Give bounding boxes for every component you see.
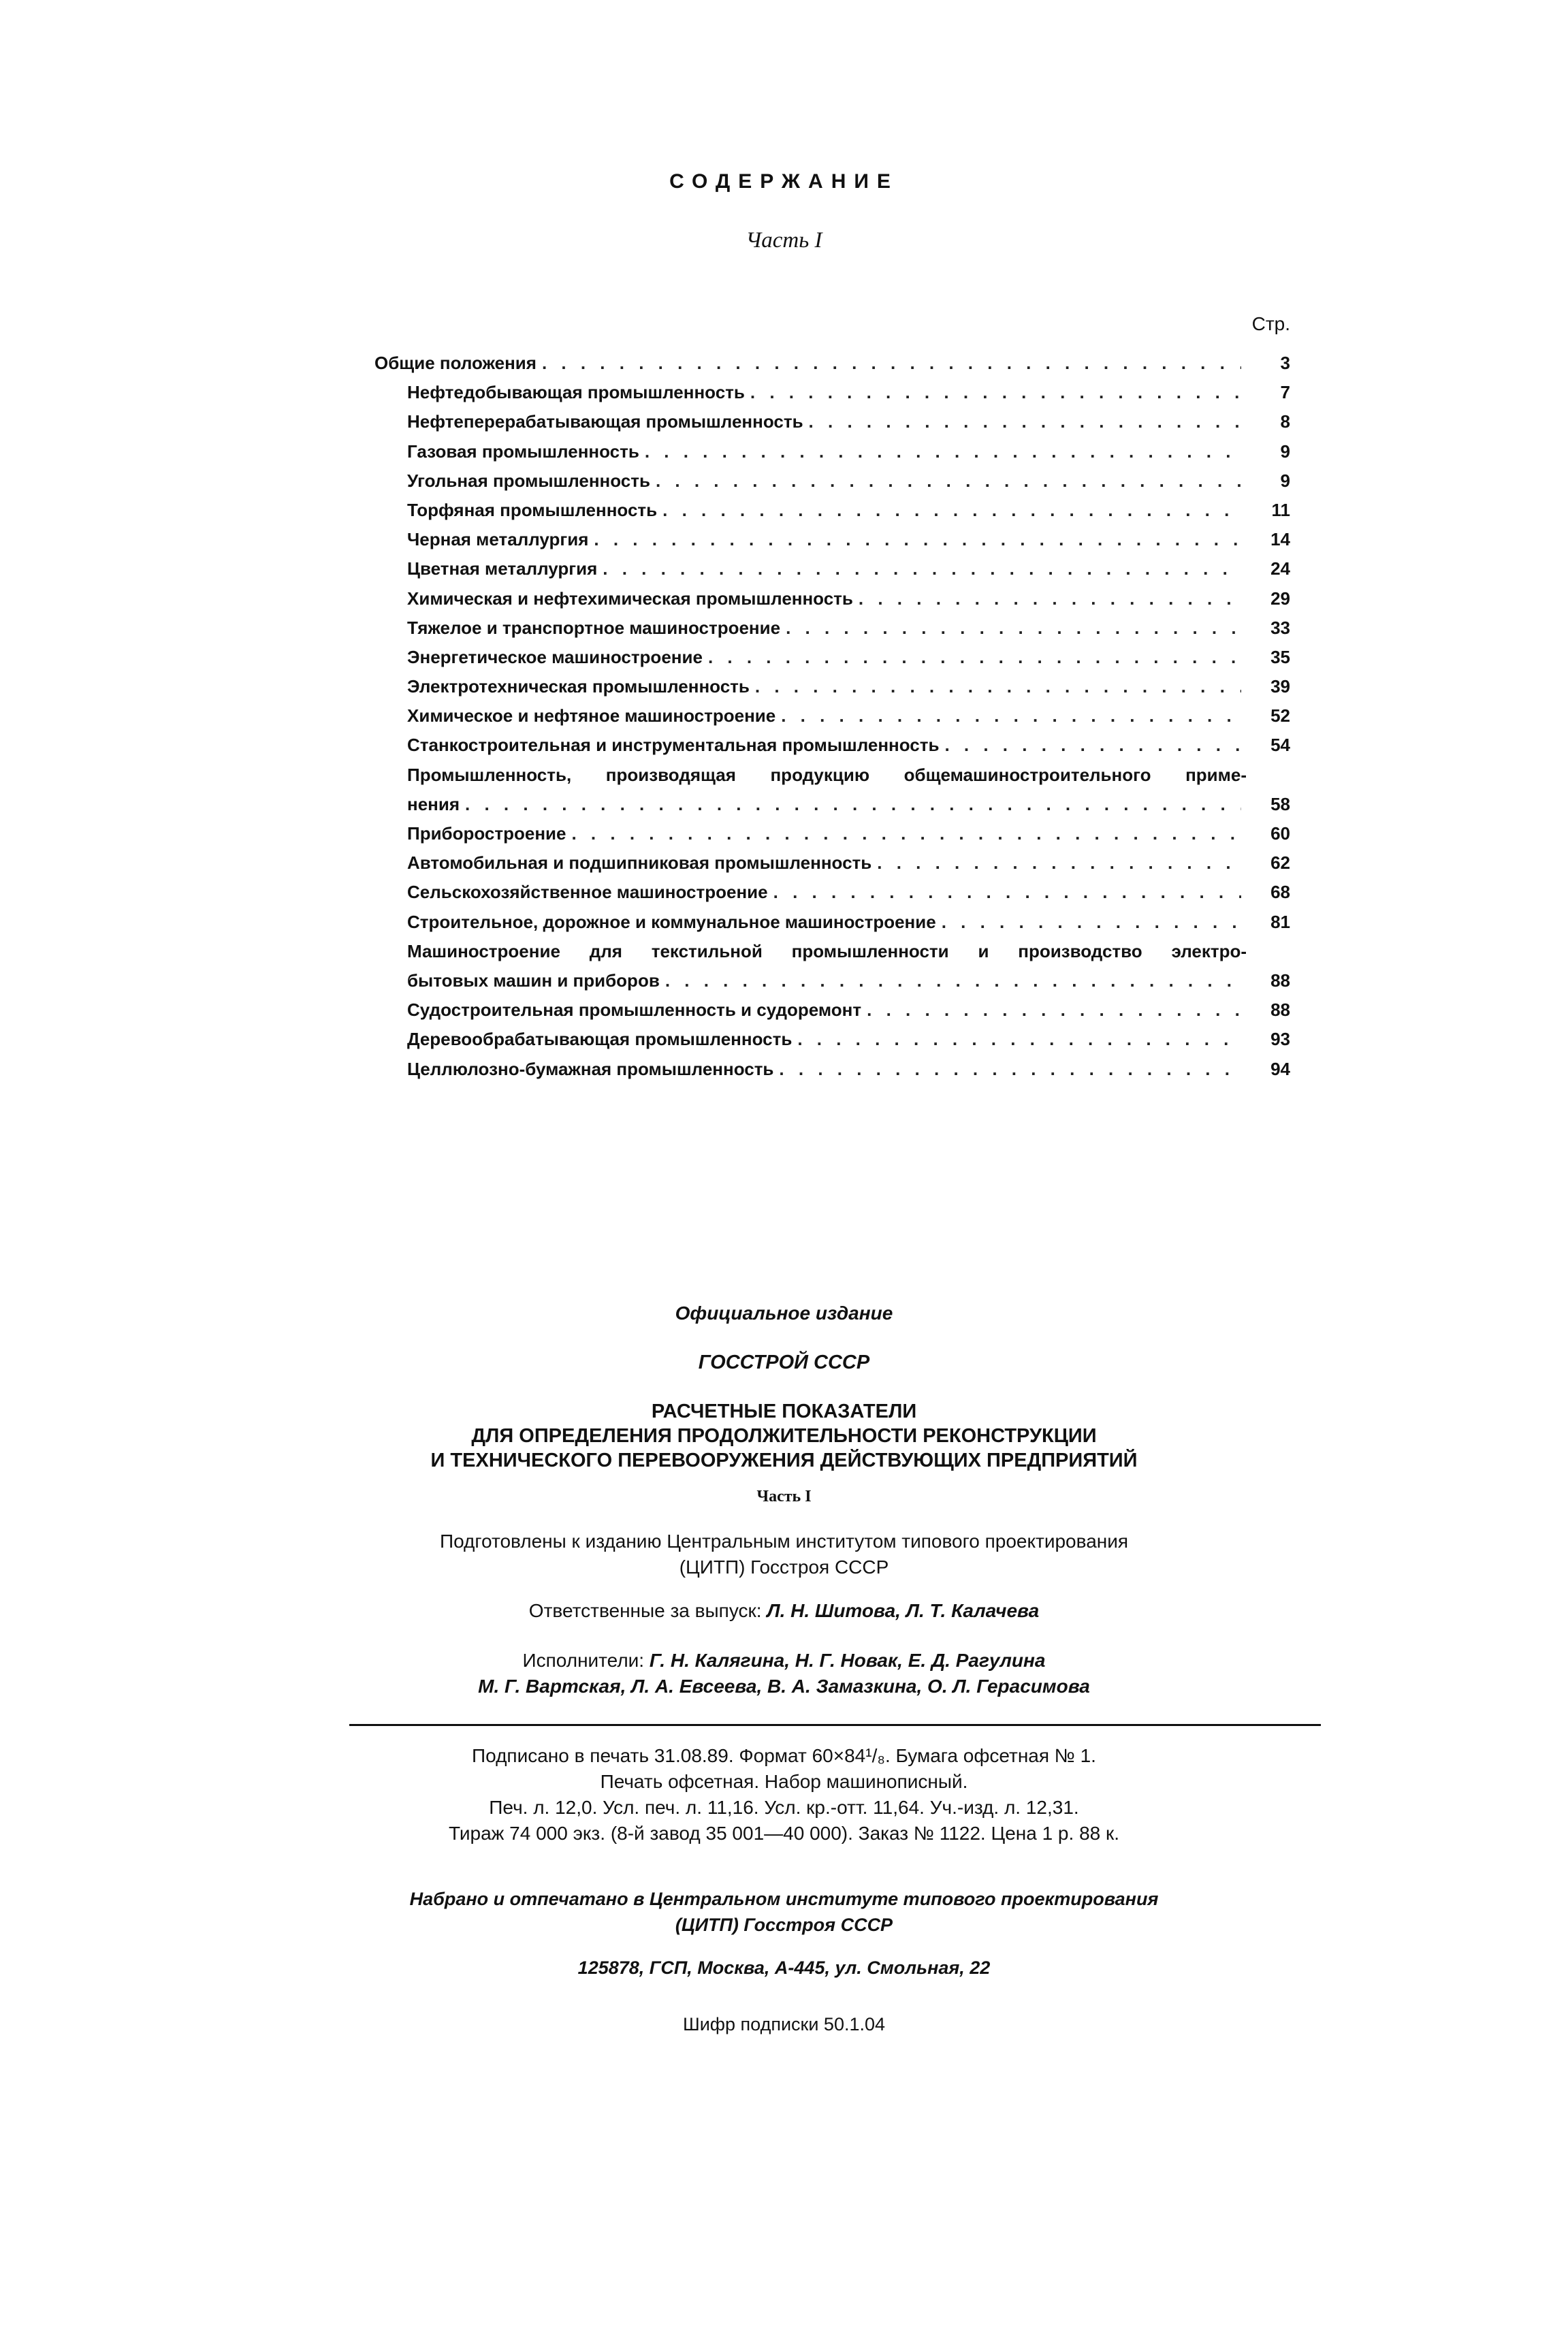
toc-entry[interactable]	[374, 995, 1290, 1025]
toc-entry-title: Химическое и нефтяное машиностроение	[407, 705, 776, 726]
toc-entry[interactable]	[374, 496, 1290, 525]
print-details-line: Подписано в печать 31.08.89. Формат 60×84¹/₈. Бумага офсетная № 1.	[472, 1745, 1096, 1766]
typeset-line: (ЦИТП) Госстроя СССР	[675, 1915, 893, 1935]
toc-entry-page: 60	[1270, 823, 1290, 844]
document-title-line: РАСЧЕТНЫЕ ПОКАЗАТЕЛИ	[651, 1401, 917, 1422]
toc-entry-title-line1: Промышленность, производящая продукцию общемашиностроительного приме-	[407, 764, 1247, 785]
toc-entry-title: бытовых машин и приборов	[407, 970, 660, 991]
toc-entry-title: нения	[407, 793, 460, 814]
typeset-line: Набрано и отпечатано в Центральном институте типового проектирования	[409, 1889, 1159, 1909]
toc-entry-title: Судостроительная промышленность и судоремонт	[407, 1000, 862, 1021]
toc-entry[interactable]	[374, 466, 1290, 496]
toc-entry-page: 88	[1270, 970, 1290, 991]
toc-entry[interactable]	[374, 701, 1290, 731]
toc-entry-page: 54	[1270, 735, 1290, 756]
toc-entry[interactable]	[374, 525, 1290, 554]
toc-entry-title: Автомобильная и подшипниковая промышленность	[407, 852, 872, 874]
toc-entry[interactable]	[374, 407, 1290, 436]
toc-leader-dots	[594, 525, 1241, 554]
toc-entry-title: Тяжелое и транспортное машиностроение	[407, 617, 781, 638]
toc-leader-dots	[779, 1055, 1241, 1084]
toc-entry[interactable]	[374, 966, 1290, 995]
prepared-by-line: (ЦИТП) Госстроя СССР	[679, 1556, 889, 1578]
executors-names-line2: М. Г. Вартская, Л. А. Евсеева, В. А. Замазкина, О. Л. Герасимова	[478, 1676, 1090, 1697]
toc-entry[interactable]	[374, 848, 1290, 878]
toc-entry-page: 3	[1280, 353, 1290, 373]
toc-entry-title: Торфяная промышленность	[407, 499, 658, 520]
toc-leader-dots	[773, 878, 1241, 907]
toc-entry-page: 81	[1270, 911, 1290, 932]
toc-entry-page: 29	[1270, 588, 1290, 609]
toc-entry-title: Нефтеперерабатывающая промышленность	[407, 411, 803, 432]
toc-entry-page: 35	[1270, 646, 1290, 667]
toc-leader-dots	[755, 672, 1241, 701]
toc-entry-title: Электротехническая промышленность	[407, 676, 750, 697]
toc-entry-page: 11	[1271, 499, 1290, 520]
toc-entry-title: Деревообрабатывающая промышленность	[407, 1029, 793, 1050]
responsible-names: Л. Н. Шитова, Л. Т. Калачева	[767, 1600, 1040, 1621]
official-edition-label: Официальное издание	[675, 1303, 893, 1324]
toc-entry[interactable]	[374, 613, 1290, 643]
toc-entry[interactable]	[374, 643, 1290, 672]
toc-entry-page: 62	[1270, 852, 1290, 874]
toc-entry-page: 9	[1280, 441, 1290, 462]
page-column-label: Стр.	[1251, 313, 1290, 334]
toc-entry-page: 8	[1280, 411, 1290, 432]
toc-leader-dots	[809, 407, 1241, 436]
toc-entry-title: Черная металлургия	[407, 529, 589, 550]
toc-leader-dots	[797, 1025, 1241, 1054]
toc-entry-page: 39	[1270, 676, 1290, 697]
toc-entry-page: 14	[1270, 529, 1290, 550]
toc-leader-dots	[750, 378, 1241, 407]
toc-entry-title: Сельскохозяйственное машиностроение	[407, 882, 768, 903]
toc-leader-dots	[867, 995, 1241, 1025]
toc-entry[interactable]	[374, 672, 1290, 701]
prepared-by	[0, 1529, 1568, 1580]
toc-entry-title: Цветная металлургия	[407, 558, 598, 579]
toc-leader-dots	[656, 466, 1241, 496]
toc-leader-dots	[781, 701, 1241, 731]
part-label: Часть I	[746, 228, 822, 253]
subscription-code: Шифр подписки 50.1.04	[682, 2014, 886, 2034]
responsible-label: Ответственные за выпуск:	[528, 1600, 762, 1621]
toc-entry-title: Угольная промышленность	[407, 470, 650, 491]
document-title-line: И ТЕХНИЧЕСКОГО ПЕРЕВООРУЖЕНИЯ ДЕЙСТВУЮЩИХ ПРЕДПРИЯТИЙ	[430, 1450, 1138, 1471]
responsible-editors	[0, 1600, 1568, 1622]
toc-entry-page: 24	[1270, 558, 1290, 579]
toc-leader-dots	[571, 819, 1241, 848]
toc-entry-page: 68	[1270, 882, 1290, 903]
print-details	[0, 1743, 1568, 1847]
typeset-info	[0, 1886, 1568, 1938]
toc-entry[interactable]	[374, 731, 1290, 760]
document-part: Часть I	[756, 1488, 812, 1505]
prepared-by-line: Подготовлены к изданию Центральным институтом типового проектирования	[439, 1531, 1129, 1552]
toc-entry-title: Общие положения	[374, 353, 537, 373]
print-details-line: Тираж 74 000 экз. (8-й завод 35 001—40 000). Заказ № 1122. Цена 1 р. 88 к.	[448, 1823, 1120, 1844]
executors-names-line1: Г. Н. Калягина, Н. Г. Новак, Е. Д. Рагулина	[649, 1650, 1046, 1671]
toc-entry-title: Строительное, дорожное и коммунальное машиностроение	[407, 911, 936, 932]
toc-leader-dots	[665, 966, 1241, 995]
toc-leader-dots	[944, 731, 1241, 760]
toc-list	[374, 349, 1290, 1084]
toc-entry-page: 58	[1270, 793, 1290, 814]
toc-entry[interactable]	[374, 819, 1290, 848]
toc-entry[interactable]	[374, 349, 1290, 378]
toc-entry-title: Целлюлозно-бумажная промышленность	[407, 1058, 774, 1079]
toc-leader-dots	[645, 437, 1241, 466]
toc-leader-dots	[877, 848, 1241, 878]
toc-leader-dots	[859, 584, 1241, 613]
print-details-line: Печ. л. 12,0. Усл. печ. л. 11,16. Усл. кр.-отт. 11,64. Уч.-изд. л. 12,31.	[489, 1797, 1079, 1818]
divider-rule	[349, 1724, 1321, 1726]
toc-leader-dots	[942, 908, 1241, 937]
toc-entry[interactable]	[374, 908, 1290, 937]
toc-leader-dots	[603, 554, 1241, 584]
toc-entry[interactable]	[374, 437, 1290, 466]
toc-entry[interactable]	[374, 378, 1290, 407]
toc-entry-title: Химическая и нефтехимическая промышленность	[407, 588, 853, 609]
toc-entry[interactable]	[374, 790, 1290, 819]
toc-entry-page: 33	[1270, 617, 1290, 638]
organization-name: ГОССТРОЙ СССР	[698, 1352, 870, 1373]
document-title-line: ДЛЯ ОПРЕДЕЛЕНИЯ ПРОДОЛЖИТЕЛЬНОСТИ РЕКОНСТРУКЦИИ	[471, 1425, 1097, 1447]
toc-entry-title: Газовая промышленность	[407, 441, 639, 462]
toc-entry-title: Нефтедобывающая промышленность	[407, 382, 745, 403]
toc-entry[interactable]	[374, 1055, 1290, 1084]
toc-entry-page: 7	[1280, 382, 1290, 403]
print-details-line: Печать офсетная. Набор машинописный.	[600, 1771, 968, 1792]
toc-entry-page: 94	[1270, 1058, 1290, 1079]
toc-entry-page: 9	[1280, 470, 1290, 491]
executors	[0, 1648, 1568, 1699]
toc-entry[interactable]	[374, 554, 1290, 584]
toc-entry-title: Станкостроительная и инструментальная промышленность	[407, 735, 940, 756]
toc-leader-dots	[786, 613, 1241, 643]
document-title	[0, 1399, 1568, 1473]
toc-leader-dots	[465, 790, 1241, 819]
toc-entry-title: Энергетическое машиностроение	[407, 646, 703, 667]
publisher-address: 125878, ГСП, Москва, А-445, ул. Смольная, 22	[577, 1958, 991, 1978]
toc-leader-dots	[542, 349, 1241, 378]
toc-heading: СОДЕРЖАНИЕ	[669, 170, 899, 193]
toc-entry-page: 88	[1270, 1000, 1290, 1021]
toc-leader-dots	[708, 643, 1241, 672]
toc-entry[interactable]	[374, 878, 1290, 907]
toc-entry-page: 93	[1270, 1029, 1290, 1050]
toc-entry[interactable]	[374, 1025, 1290, 1054]
executors-label: Исполнители:	[522, 1650, 645, 1671]
toc-entry-title: Приборостроение	[407, 823, 566, 844]
toc-entry-page: 52	[1270, 705, 1290, 726]
toc-leader-dots	[662, 496, 1241, 525]
toc-entry-title-line1: Машиностроение для текстильной промышленности и производство электро-	[407, 940, 1247, 961]
toc-entry[interactable]	[374, 584, 1290, 613]
